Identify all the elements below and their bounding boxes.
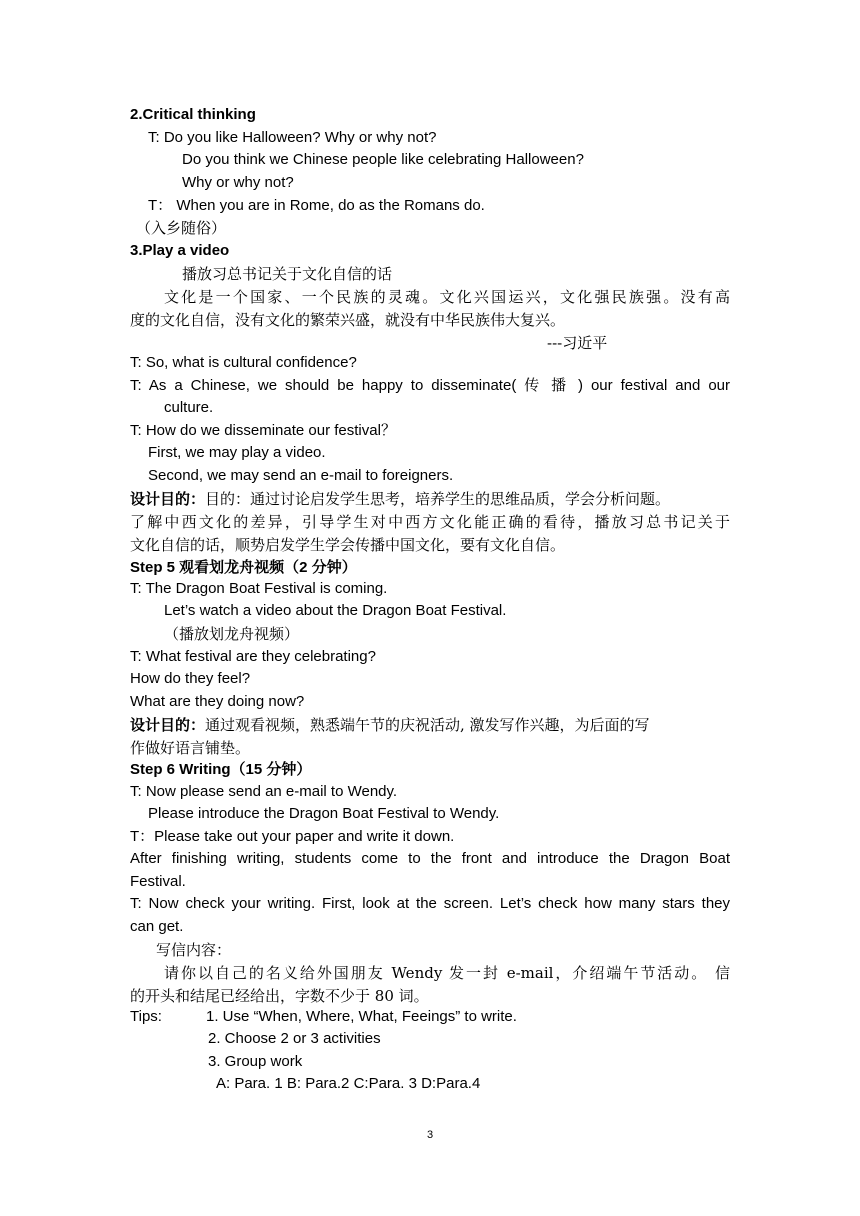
text-line: How do they feel? (130, 670, 251, 687)
tip-item: 2. Choose 2 or 3 activities (208, 1030, 381, 1047)
text-line: culture. (164, 399, 214, 416)
text-line: T： When you are in Rome, do as the Romans do. (148, 197, 485, 214)
text-line: What are they doing now? (130, 693, 305, 710)
section-heading: 3.Play a video (130, 242, 230, 259)
text-line: 播放习总书记关于文化自信的话 (182, 265, 393, 283)
text-line: 的开头和结尾已经给出，字数不少于 80 词。 (130, 987, 429, 1005)
text-line: T: As a Chinese, we should be happy to disseminate( 传 播 ) our festival and our (130, 377, 730, 394)
text-line: Why or why not? (182, 174, 294, 191)
tip-item: 3. Group work (208, 1053, 303, 1070)
text-line: T: What festival are they celebrating? (130, 648, 376, 665)
text-line: T: The Dragon Boat Festival is coming. (130, 580, 388, 597)
quote-line: 文化是一个国家、一个民族的灵魂。文化兴国运兴，文化强民族强。没有高 (164, 288, 730, 306)
text-line: 写信内容： (156, 941, 232, 959)
text-line: Let’s watch a video about the Dragon Boat Festival. (164, 602, 507, 619)
design-purpose (130, 488, 730, 510)
text-line: 了解中西文化的差异，引导学生对中西方文化能正确的看待，播放习总书记关于 (130, 513, 730, 531)
tips-label: Tips: (130, 1008, 162, 1025)
quote-line: 度的文化自信，没有文化的繁荣兴盛，就没有中华民族伟大复兴。 (130, 311, 566, 329)
design-purpose-text: 通过观看视频，熟悉端午节的庆祝活动, 激发写作兴趣，为后面的写 (205, 716, 650, 734)
text-line: 文化自信的话，顺势启发学生学会传播中国文化，要有文化自信。 (130, 536, 566, 554)
text-line: Second, we may send an e-mail to foreigners. (148, 467, 454, 484)
text-line: 作做好语言铺垫。 (130, 739, 251, 757)
text-line: Please introduce the Dragon Boat Festival to Wendy. (148, 805, 500, 822)
text-line: can get. (130, 918, 184, 935)
text-line: Festival. (130, 873, 186, 890)
step-heading: Step 6 Writing（15 分钟） (130, 761, 312, 778)
text-line: 请你以自己的名义给外国朋友 Wendy 发一封 e-mail，介绍端午节活动。 信 (164, 964, 730, 982)
text-line: （播放划龙舟视频） (164, 625, 300, 643)
quote-attribution: ---习近平 (547, 334, 608, 352)
text-line: （入乡随俗） (136, 219, 227, 237)
text-line: T：Please take out your paper and write it down. (130, 828, 455, 845)
text-line: T: How do we disseminate our festival？ (130, 422, 396, 439)
design-purpose-label: 设计目的： (130, 490, 206, 508)
text-line: T: Do you like Halloween? Why or why not? (148, 129, 437, 146)
text-line: Do you think we Chinese people like celebrating Halloween? (182, 151, 584, 168)
tip-item: 1. Use “When, Where, What, Feeings” to write. (206, 1008, 517, 1025)
text-line: After finishing writing, students come to the front and introduce the Dragon Boat (130, 850, 730, 867)
design-purpose-text: 目的：通过讨论启发学生思考，培养学生的思维品质，学会分析问题。 (205, 490, 671, 508)
tip-item: A: Para. 1 B: Para.2 C:Para. 3 D:Para.4 (216, 1075, 481, 1092)
design-purpose (130, 714, 730, 736)
section-heading: 2.Critical thinking (130, 106, 256, 123)
text-line: T: Now check your writing. First, look at the screen. Let’s check how many stars they (130, 895, 730, 912)
text-line: T: Now please send an e-mail to Wendy. (130, 783, 398, 800)
design-purpose-label: 设计目的： (130, 716, 206, 734)
text-line: First, we may play a video. (148, 444, 326, 461)
text-line: T: So, what is cultural confidence? (130, 354, 357, 371)
page-number: 3 (426, 1129, 434, 1141)
step-heading: Step 5 观看划龙舟视频（2 分钟） (130, 559, 357, 576)
